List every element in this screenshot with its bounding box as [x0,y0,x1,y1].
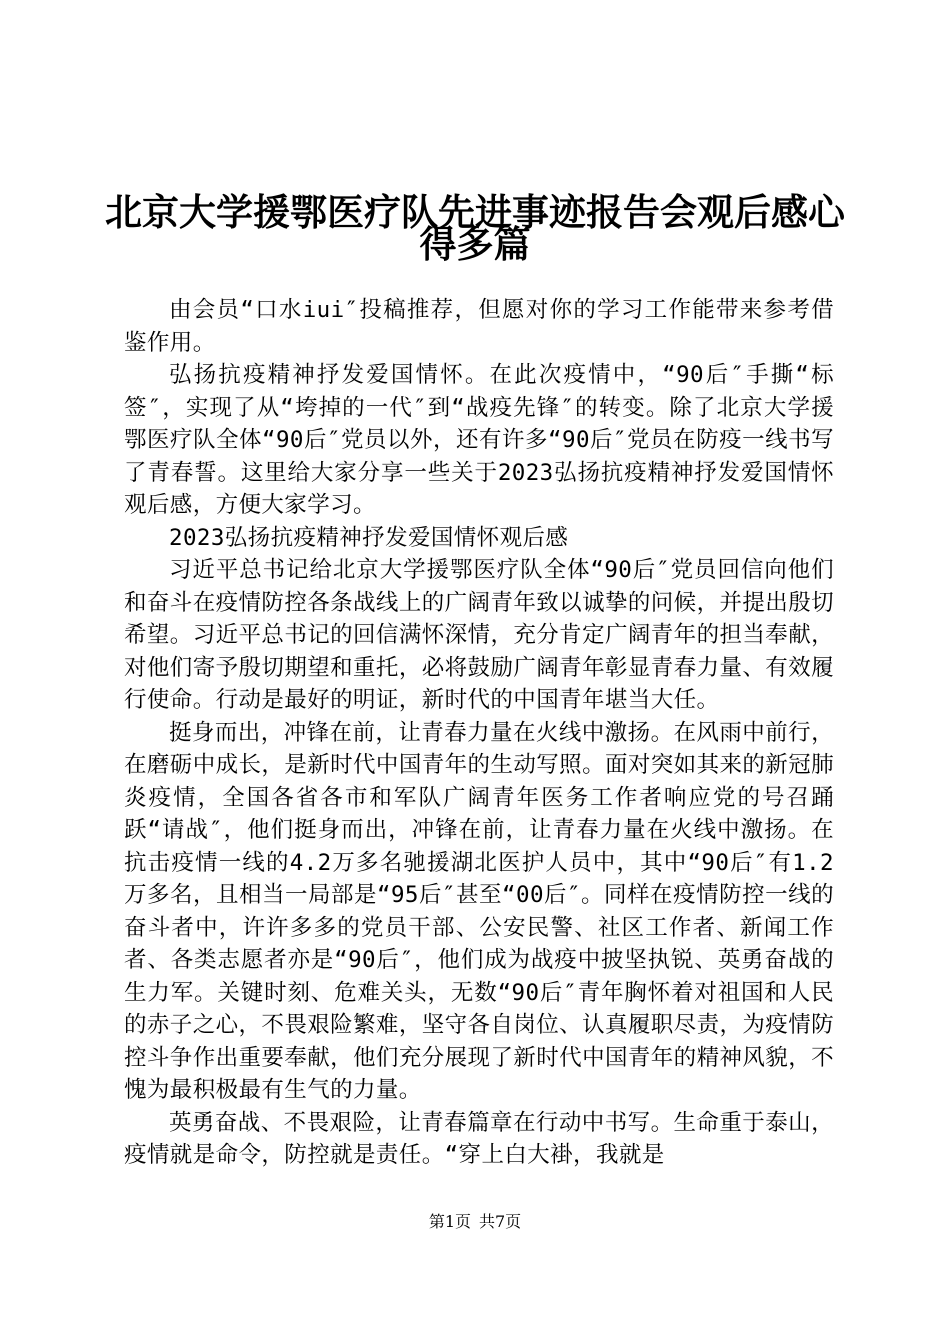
paragraph-subtitle: 2023弘扬抗疫精神抒发爱国情怀观后感 [169,524,569,551]
document-body [124,294,834,1172]
page-footer [0,1212,950,1232]
document-title-line2: 得多篇 [419,222,531,266]
paragraph-body: 挺身而出，冲锋在前，让青春力量在火线中激扬。在风雨中前行，在磨砺中成长，是新时代中国青年的生动写照。面对突如其来的新冠肺炎疫情，全国各省各市和军队广阔青年医务工作者响应党的号召踊跃“请战″，他们挺身而出，冲锋在前，让青春力量在火线中激扬。在抗击疫情一线的4.2万多名驰援湖北医护人员中，其中“90后″有1.2万多名，且相当一局部是“95后″甚至“00后″。同样在疫情防控一线的奋斗者中，许许多多的党员干部、公安民警、社区工作者、新闻工作者、各类志愿者亦是“90后″，他们成为战疫中披坚执锐、英勇奋战的生力军。关键时刻、危难关头，无数“90后″青年胸怀着对祖国和人民的赤子之心，不畏艰险繁难，坚守各自岗位、认真履职尽责，为疫情防控斗争作出重要奉献，他们充分展现了新时代中国青年的精神风貌，不愧为最积极最有生气的力量。 [124,719,834,1103]
paragraph-summary: 弘扬抗疫精神抒发爱国情怀。在此次疫情中，“90后″手撕“标签″，实现了从“垮掉的一代″到“战疫先锋″的转变。除了北京大学援鄂医疗队全体“90后″党员以外，还有许多“90后″党员在防疫一线书写了青春誓。这里给大家分享一些关于2023弘扬抗疫精神抒发爱国情怀观后感，方便大家学习。 [124,362,834,518]
document-title-line1: 北京大学援鄂医疗队先进事迹报告会观后感心 [105,190,845,234]
page-number: 第1页 [428,1212,471,1231]
paragraph-body: 习近平总书记给北京大学援鄂医疗队全体“90后″党员回信向他们和奋斗在疫情防控各条战线上的广阔青年致以诚挚的问候，并提出殷切希望。习近平总书记的回信满怀深情，充分肯定广阔青年的担当奉献，对他们寄予殷切期望和重托，必将鼓励广阔青年彰显青春力量、有效履行使命。行动是最好的明证，新时代的中国青年堪当大任。 [124,557,834,713]
page-total: 共7页 [479,1212,522,1231]
paragraph-body: 英勇奋战、不畏艰险，让青春篇章在行动中书写。生命重于泰山，疫情就是命令，防控就是责任。“穿上白大褂，我就是 [124,1109,834,1168]
paragraph-intro: 由会员“口水iui″投稿推荐，但愿对你的学习工作能带来参考借鉴作用。 [124,297,834,356]
